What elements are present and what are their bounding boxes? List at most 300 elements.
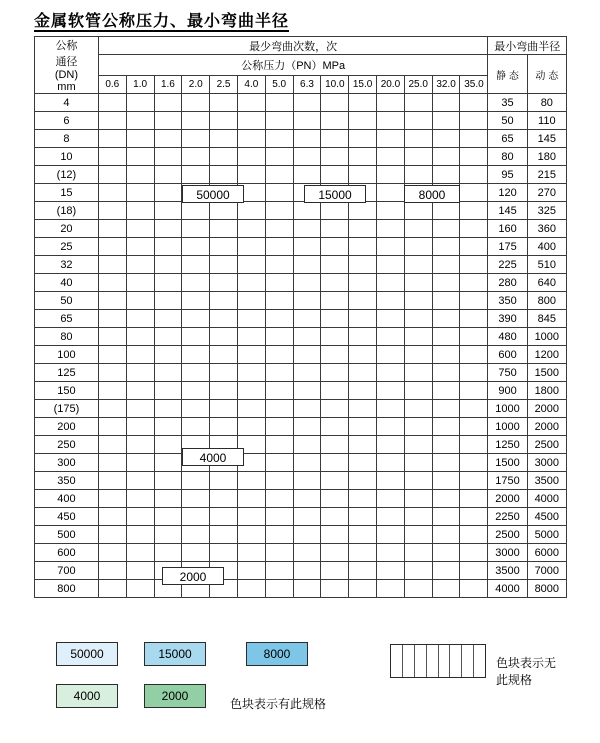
pressure-column-header: 0.6: [98, 76, 126, 94]
matrix-cell: [98, 346, 126, 364]
matrix-cell: [265, 94, 293, 112]
legend-has-spec-label: 色块表示有此规格: [230, 697, 327, 711]
matrix-cell: [432, 508, 460, 526]
matrix-cell: [182, 238, 210, 256]
matrix-cell: [377, 382, 405, 400]
dynamic-radius-value: 360: [527, 220, 566, 238]
matrix-cell: [210, 148, 238, 166]
matrix-cell: [432, 220, 460, 238]
matrix-cell: [154, 274, 182, 292]
matrix-cell: [154, 472, 182, 490]
matrix-cell: [404, 382, 432, 400]
matrix-cell: [349, 274, 377, 292]
matrix-cell: [210, 490, 238, 508]
matrix-cell: [293, 112, 321, 130]
matrix-cell: [126, 238, 154, 256]
dynamic-radius-value: 7000: [527, 562, 566, 580]
matrix-cell: [432, 346, 460, 364]
matrix-cell: [293, 94, 321, 112]
dynamic-radius-value: 640: [527, 274, 566, 292]
legend-swatch: 15000: [144, 642, 206, 666]
table-row: [35, 436, 567, 454]
matrix-cell: [432, 256, 460, 274]
matrix-cell: [126, 130, 154, 148]
matrix-cell: [460, 346, 488, 364]
matrix-cell: [432, 274, 460, 292]
matrix-cell: [98, 274, 126, 292]
dynamic-header: 动 态: [527, 55, 566, 94]
matrix-cell: [98, 292, 126, 310]
matrix-cell: [349, 220, 377, 238]
matrix-cell: [293, 346, 321, 364]
matrix-cell: [377, 472, 405, 490]
matrix-cell: [460, 130, 488, 148]
matrix-cell: [265, 382, 293, 400]
matrix-callout: 8000: [404, 185, 460, 203]
table-row: [35, 112, 567, 130]
table-row: [35, 490, 567, 508]
static-radius-value: 175: [488, 238, 527, 256]
table-row: [35, 382, 567, 400]
matrix-cell: [377, 418, 405, 436]
matrix-cell: [321, 166, 349, 184]
table-row: [35, 166, 567, 184]
matrix-cell: [349, 202, 377, 220]
matrix-cell: [377, 184, 405, 202]
matrix-cell: [404, 148, 432, 166]
static-radius-value: 3000: [488, 544, 527, 562]
matrix-cell: [126, 202, 154, 220]
matrix-cell: [349, 328, 377, 346]
dynamic-radius-value: 270: [527, 184, 566, 202]
dynamic-radius-value: 1800: [527, 382, 566, 400]
matrix-cell: [210, 256, 238, 274]
matrix-cell: [404, 472, 432, 490]
matrix-cell: [460, 94, 488, 112]
matrix-cell: [293, 256, 321, 274]
matrix-cell: [154, 184, 182, 202]
matrix-cell: [432, 94, 460, 112]
matrix-cell: [154, 238, 182, 256]
dn-value: (175): [35, 400, 99, 418]
matrix-cell: [321, 130, 349, 148]
matrix-cell: [321, 418, 349, 436]
matrix-cell: [182, 472, 210, 490]
static-radius-value: 280: [488, 274, 527, 292]
matrix-cell: [182, 166, 210, 184]
matrix-cell: [265, 310, 293, 328]
matrix-cell: [182, 130, 210, 148]
pressure-column-header: 1.0: [126, 76, 154, 94]
matrix-cell: [265, 184, 293, 202]
dynamic-radius-value: 2000: [527, 418, 566, 436]
matrix-cell: [377, 220, 405, 238]
matrix-cell: [349, 544, 377, 562]
matrix-cell: [126, 346, 154, 364]
matrix-cell: [126, 310, 154, 328]
table-row: [35, 130, 567, 148]
matrix-cell: [377, 400, 405, 418]
matrix-cell: [460, 184, 488, 202]
legend-swatch: 50000: [56, 642, 118, 666]
matrix-cell: [154, 400, 182, 418]
matrix-cell: [460, 526, 488, 544]
table-row: [35, 328, 567, 346]
matrix-cell: [98, 436, 126, 454]
static-radius-value: 95: [488, 166, 527, 184]
table-row: [35, 238, 567, 256]
matrix-cell: [460, 238, 488, 256]
matrix-cell: [98, 112, 126, 130]
static-radius-value: 145: [488, 202, 527, 220]
dynamic-radius-value: 3500: [527, 472, 566, 490]
matrix-cell: [237, 490, 265, 508]
static-radius-value: 1000: [488, 400, 527, 418]
dn-value: (12): [35, 166, 99, 184]
matrix-cell: [349, 490, 377, 508]
dynamic-radius-value: 325: [527, 202, 566, 220]
matrix-cell: [404, 346, 432, 364]
matrix-cell: [210, 544, 238, 562]
matrix-cell: [460, 490, 488, 508]
matrix-cell: [377, 166, 405, 184]
matrix-cell: [237, 328, 265, 346]
matrix-cell: [182, 274, 210, 292]
pressure-column-header: 5.0: [265, 76, 293, 94]
matrix-cell: [182, 508, 210, 526]
matrix-cell: [349, 580, 377, 598]
table-row: [35, 400, 567, 418]
matrix-cell: [404, 166, 432, 184]
matrix-cell: [377, 238, 405, 256]
matrix-cell: [210, 310, 238, 328]
matrix-cell: [293, 274, 321, 292]
matrix-cell: [460, 508, 488, 526]
matrix-cell: [321, 490, 349, 508]
matrix-cell: [404, 526, 432, 544]
matrix-cell: [265, 238, 293, 256]
matrix-cell: [321, 454, 349, 472]
matrix-cell: [321, 508, 349, 526]
static-radius-value: 750: [488, 364, 527, 382]
static-radius-value: 480: [488, 328, 527, 346]
matrix-cell: [349, 562, 377, 580]
matrix-cell: [293, 310, 321, 328]
matrix-cell: [265, 526, 293, 544]
dynamic-radius-value: 800: [527, 292, 566, 310]
matrix-cell: [98, 382, 126, 400]
matrix-cell: [432, 418, 460, 436]
dynamic-radius-value: 1000: [527, 328, 566, 346]
dn-value: 50: [35, 292, 99, 310]
matrix-cell: [237, 562, 265, 580]
matrix-cell: [265, 544, 293, 562]
matrix-cell: [293, 400, 321, 418]
dn-header-line2: 通径: [55, 56, 78, 68]
legend-swatch: 4000: [56, 684, 118, 708]
matrix-cell: [154, 526, 182, 544]
dynamic-radius-value: 2500: [527, 436, 566, 454]
matrix-cell: [377, 256, 405, 274]
matrix-cell: [98, 418, 126, 436]
matrix-cell: [293, 292, 321, 310]
static-radius-value: 50: [488, 112, 527, 130]
matrix-cell: [126, 94, 154, 112]
matrix-cell: [154, 418, 182, 436]
matrix-cell: [321, 94, 349, 112]
table-row: [35, 310, 567, 328]
static-radius-value: 390: [488, 310, 527, 328]
matrix-cell: [349, 418, 377, 436]
matrix-cell: [404, 418, 432, 436]
matrix-cell: [404, 436, 432, 454]
matrix-cell: [404, 112, 432, 130]
matrix-cell: [321, 436, 349, 454]
matrix-cell: [265, 508, 293, 526]
matrix-cell: [349, 436, 377, 454]
matrix-cell: [460, 202, 488, 220]
matrix-cell: [237, 238, 265, 256]
matrix-cell: [98, 562, 126, 580]
matrix-cell: [321, 400, 349, 418]
matrix-cell: [432, 454, 460, 472]
matrix-cell: [154, 112, 182, 130]
matrix-cell: [237, 202, 265, 220]
dn-header-line4: mm: [57, 81, 76, 93]
static-radius-value: 2000: [488, 490, 527, 508]
static-radius-value: 80: [488, 148, 527, 166]
matrix-cell: [460, 436, 488, 454]
matrix-cell: [98, 400, 126, 418]
matrix-cell: [460, 418, 488, 436]
matrix-cell: [349, 292, 377, 310]
matrix-cell: [293, 130, 321, 148]
matrix-cell: [182, 202, 210, 220]
matrix-cell: [126, 526, 154, 544]
matrix-cell: [237, 274, 265, 292]
static-radius-value: 1500: [488, 454, 527, 472]
matrix-cell: [126, 508, 154, 526]
matrix-cell: [98, 472, 126, 490]
matrix-cell: [98, 220, 126, 238]
matrix-cell: [265, 400, 293, 418]
matrix-cell: [98, 184, 126, 202]
matrix-cell: [182, 292, 210, 310]
dn-value: 25: [35, 238, 99, 256]
matrix-cell: [265, 328, 293, 346]
matrix-cell: [321, 256, 349, 274]
matrix-cell: [460, 400, 488, 418]
matrix-cell: [265, 220, 293, 238]
matrix-cell: [210, 220, 238, 238]
matrix-cell: [154, 202, 182, 220]
matrix-cell: [432, 238, 460, 256]
matrix-cell: [98, 454, 126, 472]
matrix-cell: [432, 148, 460, 166]
matrix-cell: [126, 544, 154, 562]
matrix-cell: [210, 508, 238, 526]
matrix-cell: [210, 346, 238, 364]
dynamic-radius-value: 145: [527, 130, 566, 148]
matrix-cell: [349, 112, 377, 130]
matrix-cell: [293, 382, 321, 400]
static-radius-value: 4000: [488, 580, 527, 598]
dn-value: 500: [35, 526, 99, 544]
matrix-cell: [154, 220, 182, 238]
matrix-cell: [377, 454, 405, 472]
table-row: [35, 472, 567, 490]
pressure-header: 公称压力（PN）MPa: [98, 55, 488, 76]
matrix-cell: [265, 148, 293, 166]
static-radius-value: 3500: [488, 562, 527, 580]
dn-value: 200: [35, 418, 99, 436]
legend: [34, 632, 567, 722]
pressure-column-header: 2.0: [182, 76, 210, 94]
matrix-cell: [404, 310, 432, 328]
matrix-cell: [377, 148, 405, 166]
matrix-cell: [154, 364, 182, 382]
static-radius-value: 160: [488, 220, 527, 238]
matrix-cell: [349, 454, 377, 472]
matrix-cell: [265, 580, 293, 598]
matrix-cell: [126, 400, 154, 418]
matrix-cell: [126, 436, 154, 454]
table-row: [35, 220, 567, 238]
matrix-cell: [293, 508, 321, 526]
matrix-cell: [126, 274, 154, 292]
matrix-cell: [126, 562, 154, 580]
dn-value: 10: [35, 148, 99, 166]
matrix-cell: [265, 130, 293, 148]
matrix-cell: [154, 346, 182, 364]
matrix-cell: [182, 256, 210, 274]
matrix-cell: [377, 508, 405, 526]
dynamic-radius-value: 400: [527, 238, 566, 256]
matrix-cell: [98, 364, 126, 382]
matrix-cell: [182, 382, 210, 400]
matrix-cell: [460, 382, 488, 400]
matrix-cell: [154, 454, 182, 472]
table-header-row-2: [35, 55, 567, 76]
matrix-cell: [265, 490, 293, 508]
matrix-cell: [404, 364, 432, 382]
matrix-cell: [460, 256, 488, 274]
pressure-column-header: 35.0: [460, 76, 488, 94]
matrix-cell: [237, 166, 265, 184]
matrix-cell: [404, 400, 432, 418]
matrix-cell: [210, 238, 238, 256]
matrix-cell: [432, 490, 460, 508]
matrix-cell: [237, 112, 265, 130]
matrix-cell: [182, 346, 210, 364]
matrix-cell: [182, 400, 210, 418]
pressure-columns-row: [35, 76, 567, 94]
matrix-cell: [404, 274, 432, 292]
matrix-cell: [321, 202, 349, 220]
matrix-cell: [349, 526, 377, 544]
table-row: [35, 364, 567, 382]
matrix-cell: [98, 148, 126, 166]
dynamic-radius-value: 2000: [527, 400, 566, 418]
matrix-cell: [210, 166, 238, 184]
dn-value: 8: [35, 130, 99, 148]
matrix-cell: [98, 544, 126, 562]
dn-value: 20: [35, 220, 99, 238]
matrix-cell: [293, 148, 321, 166]
matrix-cell: [265, 472, 293, 490]
pressure-column-header: 4.0: [237, 76, 265, 94]
matrix-cell: [265, 562, 293, 580]
table-header-row-1: [35, 37, 567, 55]
matrix-cell: [98, 310, 126, 328]
matrix-cell: [377, 328, 405, 346]
matrix-cell: [98, 490, 126, 508]
matrix-cell: [98, 526, 126, 544]
pressure-column-header: 32.0: [432, 76, 460, 94]
static-radius-value: 1000: [488, 418, 527, 436]
matrix-cell: [377, 526, 405, 544]
dn-value: 32: [35, 256, 99, 274]
matrix-cell: [210, 112, 238, 130]
matrix-cell: [265, 274, 293, 292]
matrix-cell: [210, 202, 238, 220]
matrix-cell: [126, 490, 154, 508]
matrix-cell: [265, 166, 293, 184]
dynamic-radius-value: 3000: [527, 454, 566, 472]
matrix-cell: [237, 130, 265, 148]
dn-value: 300: [35, 454, 99, 472]
dynamic-radius-value: 1200: [527, 346, 566, 364]
matrix-cell: [265, 256, 293, 274]
matrix-cell: [98, 328, 126, 346]
matrix-cell: [182, 220, 210, 238]
matrix-cell: [293, 472, 321, 490]
dn-value: 40: [35, 274, 99, 292]
matrix-cell: [460, 310, 488, 328]
matrix-cell: [98, 94, 126, 112]
matrix-cell: [404, 220, 432, 238]
dynamic-radius-value: 215: [527, 166, 566, 184]
matrix-cell: [237, 418, 265, 436]
matrix-cell: [349, 166, 377, 184]
static-radius-value: 600: [488, 346, 527, 364]
matrix-cell: [265, 202, 293, 220]
static-radius-value: 1250: [488, 436, 527, 454]
static-radius-value: 120: [488, 184, 527, 202]
matrix-cell: [321, 580, 349, 598]
dn-value: (18): [35, 202, 99, 220]
matrix-cell: [154, 130, 182, 148]
matrix-cell: [182, 94, 210, 112]
matrix-cell: [210, 418, 238, 436]
matrix-cell: [404, 562, 432, 580]
matrix-cell: [432, 472, 460, 490]
matrix-cell: [126, 454, 154, 472]
pressure-column-header: 10.0: [321, 76, 349, 94]
matrix-cell: [154, 292, 182, 310]
table-row: [35, 580, 567, 598]
matrix-cell: [293, 436, 321, 454]
matrix-cell: [349, 382, 377, 400]
matrix-cell: [349, 364, 377, 382]
matrix-cell: [210, 292, 238, 310]
title-underline: [34, 30, 289, 32]
matrix-cell: [265, 346, 293, 364]
matrix-cell: [460, 292, 488, 310]
matrix-cell: [182, 148, 210, 166]
matrix-cell: [126, 256, 154, 274]
dn-value: 80: [35, 328, 99, 346]
